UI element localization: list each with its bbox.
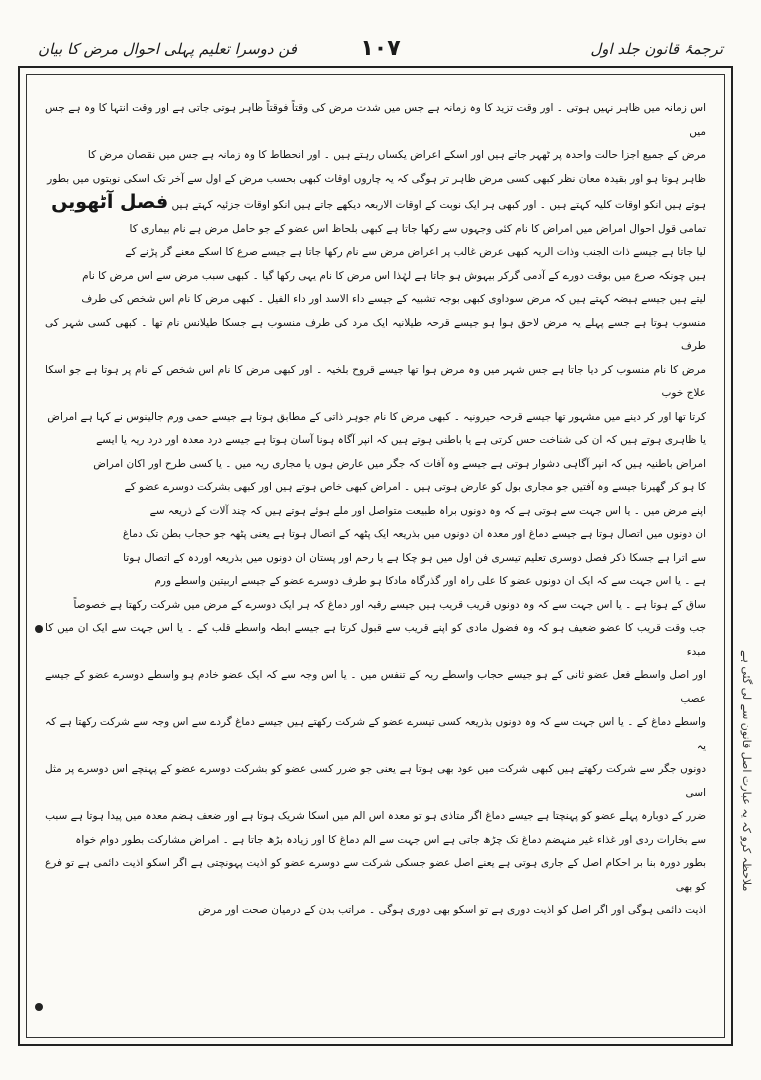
text-line: یا ظاہری ہوتے ہیں کہ ان کی شناخت حس کرتی ہے یا باطنی ہوتے ہیں کہ انپر آگاہ ہونا آسان ہوتا ہے جیسے درد معدہ اور درد ریہ یا ایسے	[96, 434, 706, 446]
text-line: کا ہو کر گھیرنا جیسے وہ آفتیں جو مجاری بول کو عارض ہوتی ہیں ۔ امراض کبھی خاص ہوتے ہیں اور کبھی بشرکت دوسرے عضو کے	[124, 481, 706, 493]
binding-hole	[35, 625, 43, 633]
text-line: امراض باطنیہ ہیں کہ انپر آگاہی دشوار ہوتی ہے جیسے وہ آفات کہ جگر میں عارض ہوں یا مجاری ریہ میں ۔ یا کسی طرح اور اکان امراض	[93, 457, 706, 470]
text-line: مرض کے جمیع اجزا حالت واحدہ پر ٹھہر جاتے ہیں اور اسکے اعراض یکساں رہتے ہیں ۔ اور انحطاط کا وہ زمانہ ہے جس میں نقصان مرض کا	[87, 149, 706, 161]
text-line: لیا جاتا ہے جیسے ذات الجنب وذات الریہ کبھی عرض غالب پر اعراض مرض سے نام رکھا جاتا ہے جیسے صرع کا اسکے معنے گر پڑنے کے	[125, 246, 706, 258]
text-line: سے اترا ہے جسکا ذکر فصل دوسری تعلیم تیسری فن اول میں ہو چکا ہے یا رحم اور پستان ان دونوں میں بذریعہ اوردہ کے اتصال ہوتا	[123, 551, 706, 564]
text-line: جب وقت قریب کا عضو ضعیف ہو کہ وہ فضول مادی کو اپنے قریب سے قبول کرتا ہے جیسے ابطہ واسطے قلب کے ۔ یا اس جہت سے ایک ان میں کا مبدء	[45, 622, 706, 658]
text-frame	[26, 74, 725, 1038]
text-line: ظاہر ہوتا ہو اور بقیدہ معان نظر کبھی کسی مرض ظاہر تر ہوگی کہ یہ چاروں اوقات کبھی بحسب مرض کے اول سے آخر تک اسکی نوبتوں میں بطور	[47, 172, 706, 185]
text-line: ان دونوں میں اتصال ہوتا ہے جیسے دماغ اور معدہ ان دونوں میں بذریعہ ایک پٹھہ کے اتصال ہوتا ہے یعنی پٹھہ جو حجاب بطن تک دماغ	[122, 528, 706, 540]
text-line: ضرر کے دوبارہ پہلے عضو کو پہنچتا ہے جیسے دماغ اگر متاذی ہو تو معدہ اس الم میں اسکا شریک ہوتا ہے اور ضعف ہضم معدہ میں پیدا ہوتا ہے سبب	[45, 810, 706, 822]
text-line: اذیت دائمی ہوگی اور اگر اصل کو اذیت دوری ہے تو اسکو بھی دوری ہوگی ۔ مراتب بدن کے درمیان صحت اور مرض	[198, 904, 706, 916]
page-header	[30, 34, 731, 64]
margin-handwritten-note	[737, 650, 757, 980]
text-line: اس زمانہ میں ظاہر نہیں ہوتی ۔ اور وقت تزید کا وہ زمانہ ہے جس میں شدت مرض کی وقتاً فوقتاً ظاہر ہوتی جاتی ہے اور وقت انتہا کا وہ ہے جس میں	[45, 102, 706, 138]
binding-hole	[35, 1003, 43, 1011]
text-line: سے بخارات ردی اور غذاء غیر منہضم دماغ تک چڑھ جاتی ہے اس جہت سے الم دماغ کا اور زیادہ بڑھ جاتا ہے ۔ امراض مشارکت بطور دوام خواہ	[75, 833, 706, 846]
text-line: کرتا تھا اور کر دینے میں مشہور تھا جیسے قرحہ حیرونیہ ۔ کبھی مرض کا نام جوہر ذاتی کے مطابق ہوتا ہے جیسے حمی ورم جالینوس نے کہا ہے امراض	[47, 410, 706, 423]
chapter-title: فن دوسرا تعلیم پہلی احوال مرض کا بیان	[38, 40, 297, 58]
margin-note-text: ملاحظہ کرو کہ یہ عبارت اصل قانون سے لی گئی ہے	[740, 650, 753, 892]
page-number: ۱۰۷	[360, 36, 401, 61]
book-title: ترجمۂ قانون جلد اول	[590, 40, 723, 58]
text-line: ساق کے ہوتا ہے ۔ یا اس جہت سے کہ وہ دونوں قریب قریب ہیں جیسے رقبہ اور دماغ کہ ہر ایک دوسرے کے مرض میں شرکت رکھتا ہے خصوصاً	[73, 598, 706, 611]
text-line-segment: ہوتے ہیں انکو اوقات کلیہ کہتے ہیں ۔ اور کبھی ہر ایک نوبت کے اوقات الاربعہ دیکھے جاتے ہیں انکو اوقات جزئیہ کہتے ہیں	[171, 199, 706, 211]
body-text	[45, 97, 706, 923]
text-line: مرض کا نام منسوب کر دیا جاتا ہے جس شہر میں وہ مرض ہوا تھا جیسے قروح بلخیہ ۔ اور کبھی مرض کا نام اس شخص کے نام پر ہوتا ہے جو اسکا علاج خوب	[45, 363, 706, 399]
text-line	[45, 191, 706, 218]
text-line: اور اصل واسطے فعل عضو ثانی کے ہو جیسے حجاب واسطے ریہ کے تنفس میں ۔ یا اس وجہ سے کہ ایک عضو خادم ہو واسطے دوسرے عضو کے جیسے عصب	[45, 669, 706, 705]
text-line: ہے ۔ یا اس جہت سے کہ ایک ان دونوں عضو کا علی راہ اور گذرگاہ مادکا ہو طرف دوسرے عضو کے جیسے اربیتین واسطے ورم	[154, 575, 706, 587]
section-title: فصل آٹھویں	[51, 191, 169, 213]
text-line: بطور دورہ بنا بر احکام اصل کے جاری ہوتی ہے یعنے اصل عضو جسکی شرکت سے دوسرے عضو کو اذیت پہونچتی ہے اگر اسکو اذیت دائمی ہے تو فرع کو بھی	[45, 857, 706, 893]
text-line: اپنے مرض میں ۔ یا اس جہت سے ہوتی ہے کہ وہ دونوں براہ طبیعت متواصل اور ملے ہوئے ہوتے ہیں کہ چند آلات کے ذریعہ سے	[149, 504, 706, 517]
text-line: ہیں چونکہ صرع میں بوقت دورے کے آدمی گرکر بیہوش ہو جاتا ہے لہٰذا اس مرض کا نام یہی رکھا گیا ۔ کبھی سبب مرض سے اس مرض کا نام	[82, 269, 706, 282]
text-line: لیتے ہیں جیسے ہیضہ کہتے ہیں کہ مرض سوداوی کبھی بوجہ تشبیہ کے جیسے داء الاسد اور داء الفیل ۔ کبھی مرض کا نام اس شخص کی طرف	[81, 293, 706, 305]
text-line: دونوں جگر سے شرکت رکھتے ہیں کبھی شرکت میں عود بھی ہوتا ہے یعنی جو ضرر کسی عضو کو بشرکت دوسرے عضو کے پہنچے اس دوسرے پر مثل اسی	[45, 763, 706, 799]
text-line: تمامی قول احوال امراض میں امراض کا نام کئی وجہوں سے رکھا جاتا ہے کبھی بلحاظ اس عضو کے جو حامل مرض ہے نام بیماری کا	[129, 222, 706, 235]
text-line: منسوب ہوتا ہے جسے پہلے یہ مرض لاحق ہوا ہو جیسے قرحہ طیلانیہ ایک مرد کی طرف منسوب ہے جسکا طیلانس نام تھا ۔ کبھی کسی شہر کی طرف	[45, 316, 706, 352]
text-line: واسطے دماغ کے ۔ یا اس جہت سے کہ وہ دونوں بذریعہ کسی تیسرے عضو کے شرکت رکھتے ہیں جیسے دماغ گردے سے اس وجہ سے شرکت رکھتا ہے کہ یہ	[45, 716, 706, 752]
